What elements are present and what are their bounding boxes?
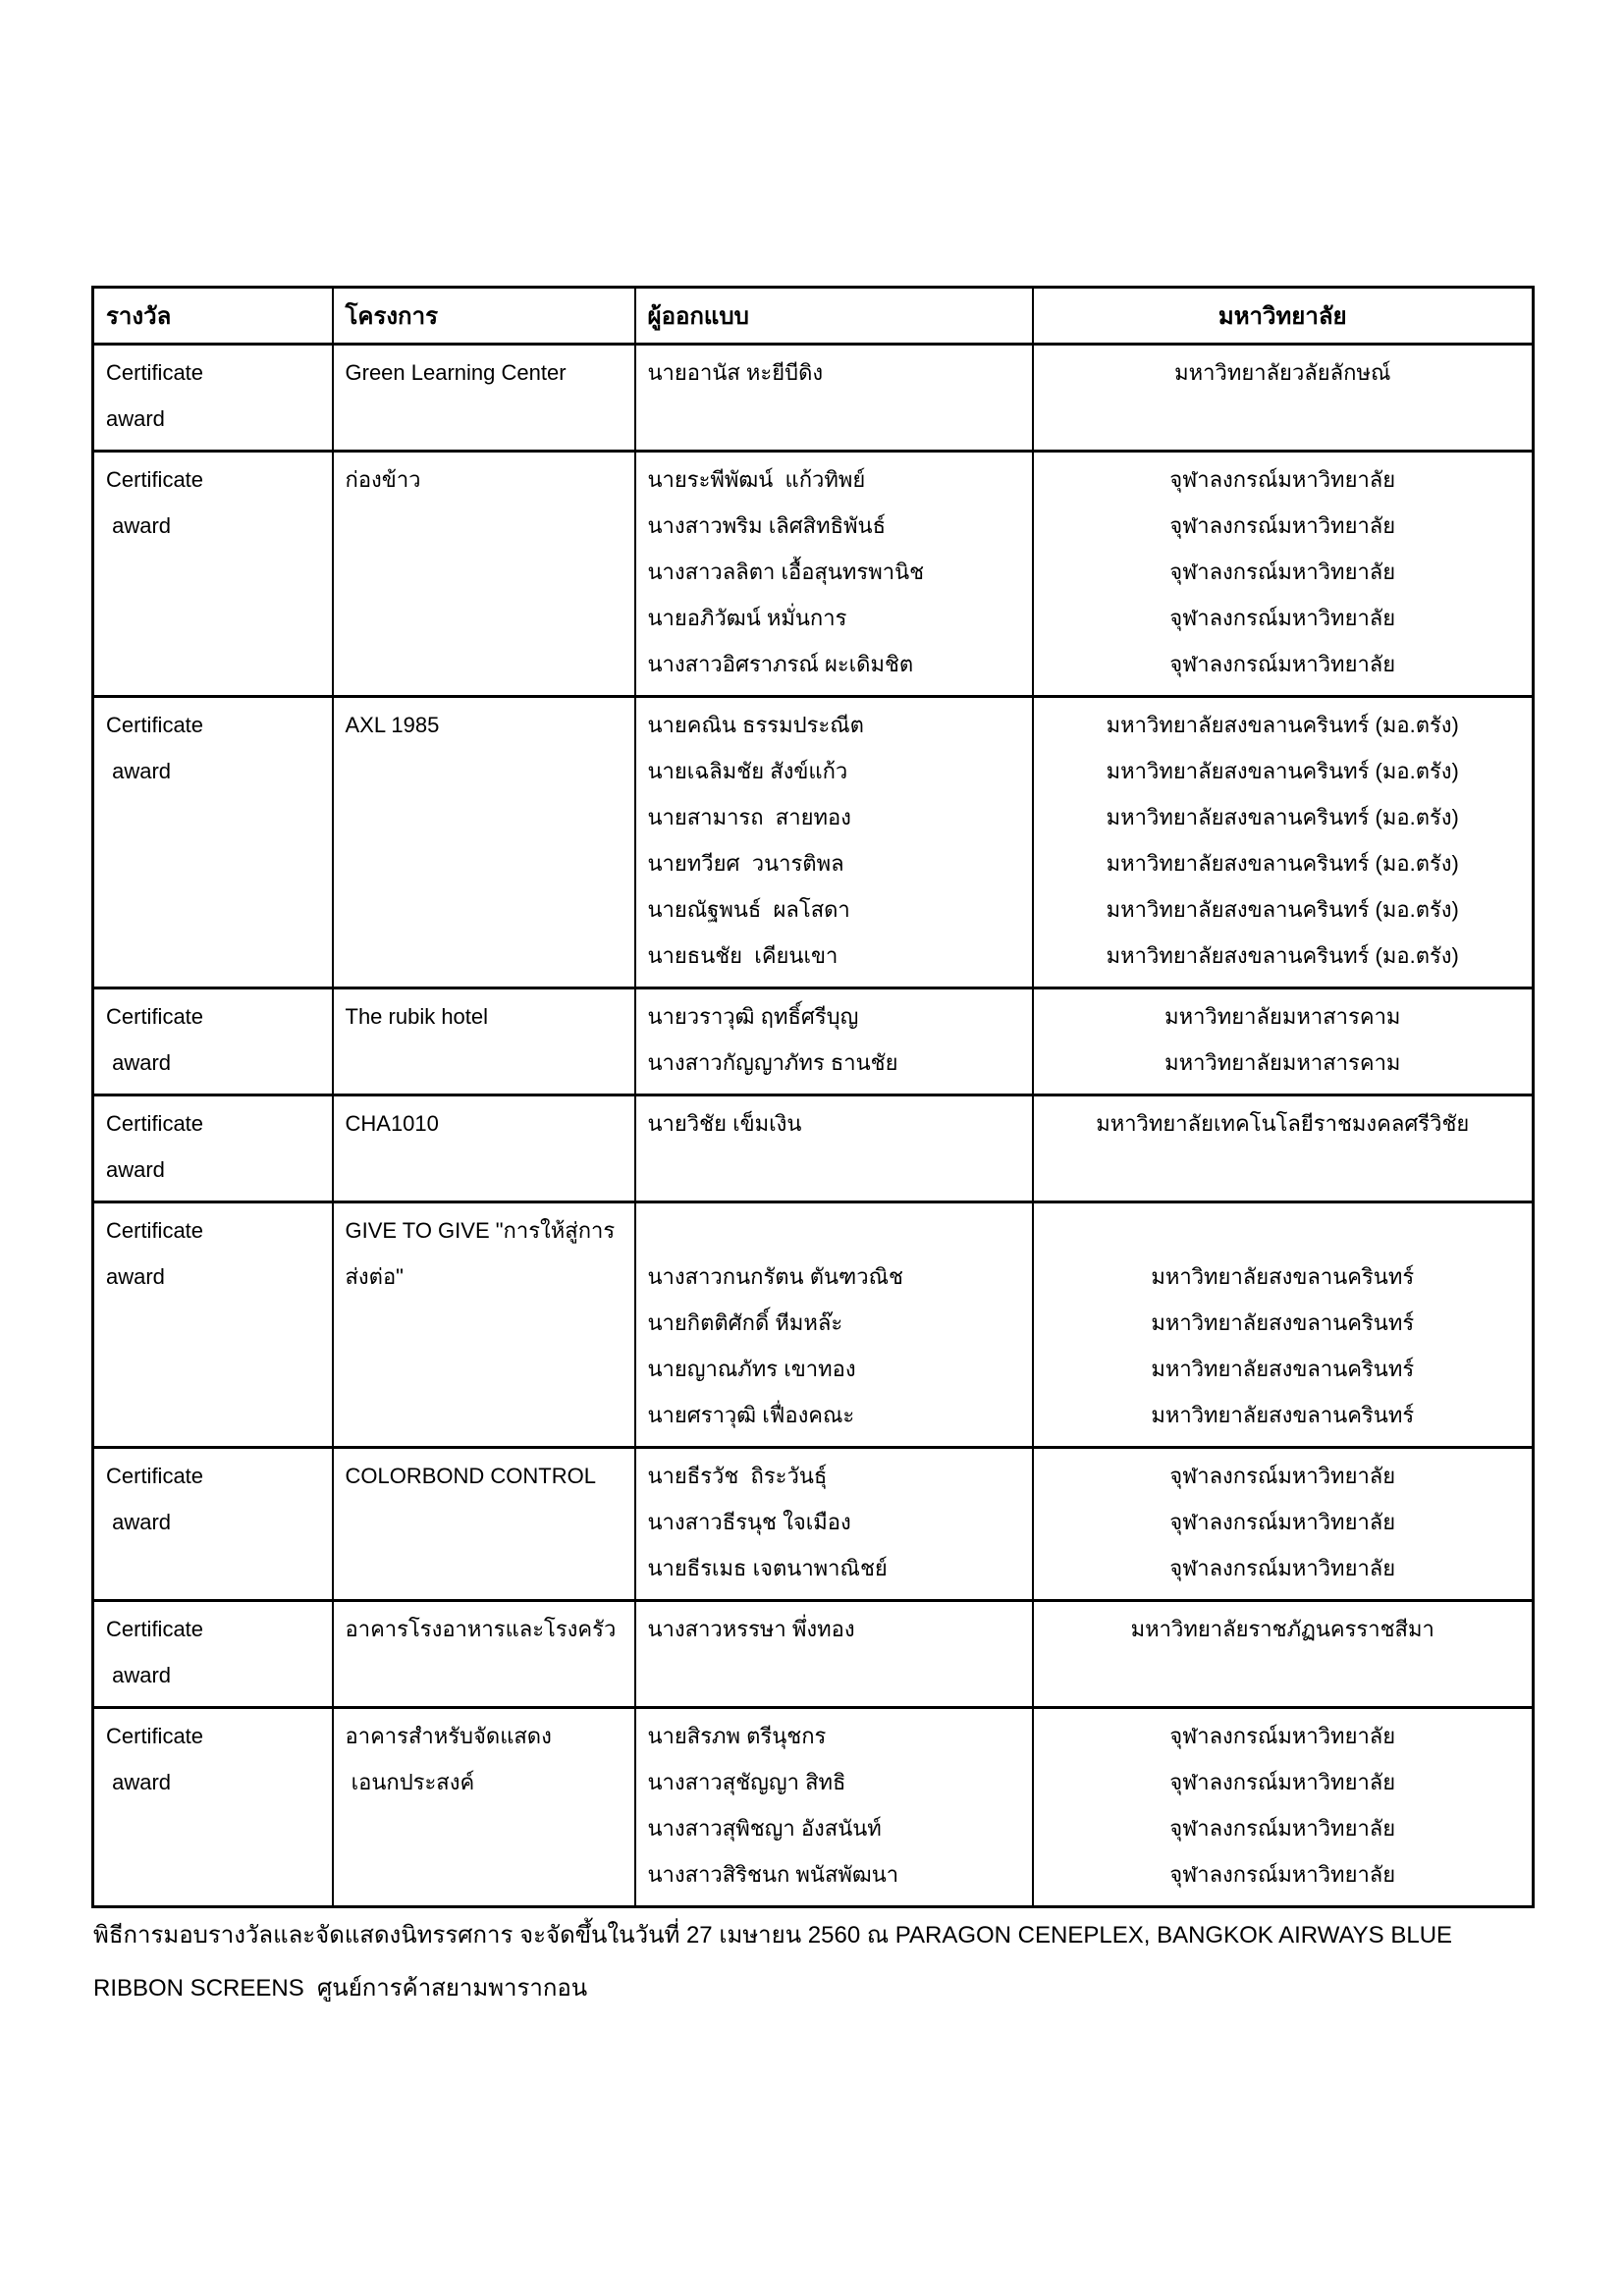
university-cell-line: จุฬาลงกรณ์มหาวิทยาลัย: [1169, 1724, 1396, 1748]
award-cell-line: award: [106, 1663, 172, 1687]
designer-cell-line: นายญาณภัทร เขาทอง: [647, 1357, 856, 1381]
designer-cell: [635, 1601, 1033, 1708]
project-cell-line: [346, 1499, 622, 1545]
designer-cell: [635, 1708, 1033, 1907]
designer-cell-line: นายระพีพัฒน์ แก้วทิพย์: [647, 467, 866, 492]
project-cell-line: [346, 1652, 622, 1698]
award-cell-line: Certificate: [106, 1004, 204, 1029]
award-cell-line: [106, 886, 320, 933]
project-cell: [333, 1601, 635, 1708]
university-cell-line: จุฬาลงกรณ์มหาวิทยาลัย: [1169, 560, 1396, 584]
award-cell: [93, 1601, 333, 1708]
awards-table: [91, 286, 1535, 1908]
university-cell-line: มหาวิทยาลัยสงขลานครินทร์: [1151, 1264, 1415, 1289]
project-cell-line: [346, 1346, 622, 1392]
award-cell-line: [106, 1346, 320, 1392]
award-cell-line: award: [106, 1050, 172, 1075]
footer-line: RIBBON SCREENS ศูนย์การค้าสยามพารากอน: [93, 1975, 588, 2002]
project-cell: [333, 1708, 635, 1907]
designer-cell-line: นายทวียศ วนารติพล: [647, 851, 844, 876]
project-cell: [333, 697, 635, 988]
university-cell-line: มหาวิทยาลัยสงขลานครินทร์ (มอ.ตรัง): [1106, 943, 1459, 968]
award-cell-line: [106, 1851, 320, 1897]
designer-cell: [635, 1448, 1033, 1601]
university-cell: [1033, 988, 1534, 1095]
university-cell-line: มหาวิทยาลัยสงขลานครินทร์: [1151, 1310, 1415, 1335]
designer-cell-line: นายศราวุฒิ เฟื่องคณะ: [647, 1403, 855, 1427]
university-cell: [1033, 1095, 1534, 1202]
footer-note: [93, 1909, 1566, 2015]
project-cell-line: [346, 886, 622, 933]
university-cell-line: จุฬาลงกรณ์มหาวิทยาลัย: [1169, 1556, 1396, 1580]
university-cell-line: จุฬาลงกรณ์มหาวิทยาลัย: [1169, 1464, 1396, 1488]
award-cell: [93, 345, 333, 452]
award-cell-line: [106, 933, 320, 979]
university-cell-line: จุฬาลงกรณ์มหาวิทยาลัย: [1169, 1862, 1396, 1887]
award-cell-line: [106, 794, 320, 840]
university-cell: [1033, 1601, 1534, 1708]
award-cell-line: award: [106, 1264, 165, 1289]
award-cell-line: Certificate: [106, 467, 204, 492]
award-cell-line: Certificate: [106, 360, 204, 385]
project-cell-line: [346, 549, 622, 595]
award-cell-line: award: [106, 1510, 172, 1534]
project-cell-line: [346, 1147, 622, 1193]
project-cell-line: เอนกประสงค์: [345, 1770, 475, 1794]
table-row: [93, 1708, 1534, 1907]
designer-cell-line: [648, 1207, 1020, 1254]
university-cell-line: มหาวิทยาลัยมหาสารคาม: [1164, 1004, 1401, 1029]
project-cell: [333, 345, 635, 452]
designer-cell-line: นายกิตติศักดิ์ หีมหล๊ะ: [647, 1310, 843, 1335]
designer-cell-line: นางสาวสุพิชญา อังสนันท์: [647, 1816, 882, 1841]
award-cell-line: Certificate: [106, 1111, 204, 1136]
designer-cell-line: นางสาวลลิตา เอื้อสุนทรพานิช: [647, 560, 925, 584]
award-cell-line: Certificate: [106, 713, 204, 737]
award-cell-line: [106, 840, 320, 886]
designer-cell-line: นายสิรภพ ตรีนุชกร: [647, 1724, 827, 1748]
column-header-designer: ผู้ออกแบบ: [635, 288, 1033, 345]
designer-cell: [635, 1202, 1033, 1448]
project-cell-line: COLORBOND CONTROL: [345, 1464, 596, 1488]
award-cell: [93, 1448, 333, 1601]
award-cell-line: [106, 549, 320, 595]
header-row: [93, 288, 1534, 345]
award-cell: [93, 1708, 333, 1907]
project-cell-line: [346, 794, 622, 840]
project-cell-line: [346, 933, 622, 979]
university-cell: [1033, 1448, 1534, 1601]
designer-cell-line: นายวราวุฒิ ฤทธิ์ศรีบุญ: [647, 1004, 859, 1029]
award-cell-line: [106, 1392, 320, 1438]
project-cell-line: GIVE TO GIVE "การให้สู่การ: [345, 1218, 616, 1243]
designer-cell-line: นายธีรเมธ เจตนาพาณิชย์: [647, 1556, 888, 1580]
university-cell-line: มหาวิทยาลัยสงขลานครินทร์: [1151, 1357, 1415, 1381]
award-cell-line: [106, 1300, 320, 1346]
table-row: [93, 1601, 1534, 1708]
project-cell-line: [346, 1805, 622, 1851]
university-cell-line: จุฬาลงกรณ์มหาวิทยาลัย: [1169, 606, 1396, 630]
designer-cell-line: นายวิชัย เข็มเงิน: [647, 1111, 802, 1136]
project-cell-line: [346, 641, 622, 687]
award-cell-line: award: [106, 759, 172, 783]
project-cell-line: Green Learning Center: [345, 360, 567, 385]
project-cell: [333, 452, 635, 697]
designer-cell-line: นางสาวกนกรัตน ตันฑวณิช: [647, 1264, 903, 1289]
project-cell-line: [346, 1040, 622, 1086]
project-cell-line: ก่องข้าว: [345, 467, 421, 492]
university-cell-line: มหาวิทยาลัยสงขลานครินทร์ (มอ.ตรัง): [1106, 713, 1459, 737]
project-cell-line: ส่งต่อ": [345, 1264, 404, 1289]
award-cell-line: [106, 595, 320, 641]
project-cell-line: [346, 503, 622, 549]
university-cell-line: มหาวิทยาลัยเทคโนโลยีราชมงคลศรีวิชัย: [1096, 1111, 1470, 1136]
university-cell-line: มหาวิทยาลัยสงขลานครินทร์: [1151, 1403, 1415, 1427]
university-cell-line: จุฬาลงกรณ์มหาวิทยาลัย: [1169, 1510, 1396, 1534]
project-cell: [333, 1202, 635, 1448]
column-header-project: โครงการ: [333, 288, 635, 345]
designer-cell-line: นางสาวกัญญาภัทร ธานชัย: [647, 1050, 898, 1075]
project-cell-line: [346, 595, 622, 641]
designer-cell-line: นายอภิวัฒน์ หมั่นการ: [647, 606, 847, 630]
designer-cell: [635, 345, 1033, 452]
university-cell: [1033, 345, 1534, 452]
designer-cell: [635, 452, 1033, 697]
designer-cell-line: นายคณิน ธรรมประณีต: [647, 713, 864, 737]
project-cell-line: [346, 840, 622, 886]
university-cell-line: มหาวิทยาลัยมหาสารคาม: [1164, 1050, 1401, 1075]
university-cell-line: จุฬาลงกรณ์มหาวิทยาลัย: [1169, 467, 1396, 492]
award-cell-line: award: [106, 513, 172, 538]
table-row: [93, 1448, 1534, 1601]
university-cell-line: มหาวิทยาลัยสงขลานครินทร์ (มอ.ตรัง): [1106, 759, 1459, 783]
university-cell: [1033, 1708, 1534, 1907]
designer-cell-line: [648, 1147, 1020, 1193]
designer-cell-line: นายสามารถ สายทอง: [647, 805, 851, 829]
designer-cell-line: นางสาวพริม เลิศสิทธิพันธ์: [647, 513, 886, 538]
university-cell: [1033, 697, 1534, 988]
awards-table-header: [93, 288, 1534, 345]
designer-cell-line: นายธีรวัช ถิระวันธุ์: [647, 1464, 828, 1488]
university-cell-line: จุฬาลงกรณ์มหาวิทยาลัย: [1169, 1816, 1396, 1841]
award-cell-line: Certificate: [106, 1464, 204, 1488]
project-cell-line: [346, 748, 622, 794]
award-cell-line: Certificate: [106, 1617, 204, 1641]
university-cell-line: [1046, 1652, 1521, 1698]
table-row: [93, 988, 1534, 1095]
project-cell-line: อาคารโรงอาหารและโรงครัว: [345, 1617, 617, 1641]
designer-cell-line: นายเฉลิมชัย สังข์แก้ว: [647, 759, 848, 783]
award-cell-line: [106, 1805, 320, 1851]
awards-table-body: [93, 345, 1534, 1907]
project-cell-line: [346, 1545, 622, 1591]
column-header-award: รางวัล: [93, 288, 333, 345]
designer-cell: [635, 1095, 1033, 1202]
designer-cell-line: นางสาวอิศราภรณ์ ผะเดิมชิต: [647, 652, 914, 676]
award-cell: [93, 988, 333, 1095]
award-cell: [93, 1202, 333, 1448]
university-cell-line: มหาวิทยาลัยสงขลานครินทร์ (มอ.ตรัง): [1106, 897, 1459, 922]
table-row: [93, 697, 1534, 988]
project-cell: [333, 1448, 635, 1601]
award-cell-line: [106, 641, 320, 687]
award-cell-line: award: [106, 1770, 172, 1794]
university-cell-line: [1046, 1147, 1521, 1193]
table-row: [93, 1202, 1534, 1448]
university-cell-line: [1046, 396, 1521, 442]
designer-cell-line: นายณัฐพนธ์ ผลโสดา: [647, 897, 850, 922]
university-cell-line: มหาวิทยาลัยราชภัฏนครราชสีมา: [1130, 1617, 1434, 1641]
university-cell-line: มหาวิทยาลัยสงขลานครินทร์ (มอ.ตรัง): [1106, 851, 1459, 876]
column-header-university: มหาวิทยาลัย: [1033, 288, 1534, 345]
award-cell: [93, 452, 333, 697]
designer-cell-line: นายอานัส หะยีบีดิง: [647, 360, 824, 385]
designer-cell-line: นางสาวธีรนุช ใจเมือง: [647, 1510, 851, 1534]
university-cell-line: มหาวิทยาลัยสงขลานครินทร์ (มอ.ตรัง): [1106, 805, 1459, 829]
project-cell-line: AXL 1985: [345, 713, 440, 737]
project-cell-line: CHA1010: [345, 1111, 439, 1136]
award-cell-line: [106, 1545, 320, 1591]
table-row: [93, 452, 1534, 697]
university-cell: [1033, 452, 1534, 697]
table-row: [93, 345, 1534, 452]
university-cell-line: จุฬาลงกรณ์มหาวิทยาลัย: [1169, 513, 1396, 538]
designer-cell: [635, 988, 1033, 1095]
project-cell-line: [346, 1392, 622, 1438]
designer-cell-line: นางสาวสุชัญญา สิทธิ: [647, 1770, 846, 1794]
university-cell: [1033, 1202, 1534, 1448]
designer-cell: [635, 697, 1033, 988]
award-cell-line: Certificate: [106, 1218, 204, 1243]
university-cell-line: มหาวิทยาลัยวลัยลักษณ์: [1174, 360, 1391, 385]
footer-line: พิธีการมอบรางวัลและจัดแสดงนิทรรศการ จะจัดขึ้นในวันที่ 27 เมษายน 2560 ณ PARAGON CENEPLEX, BANGKOK AIRWAYS BLUE: [93, 1922, 1453, 1949]
designer-cell-line: นางสาวหรรษา พึ่งทอง: [647, 1617, 855, 1641]
project-cell: [333, 988, 635, 1095]
designer-cell-line: นายธนชัย เคียนเขา: [647, 943, 839, 968]
project-cell-line: [346, 1300, 622, 1346]
award-cell-line: award: [106, 1157, 165, 1182]
project-cell-line: [346, 396, 622, 442]
project-cell-line: [346, 1851, 622, 1897]
award-cell: [93, 1095, 333, 1202]
designer-cell-line: นางสาวสิริชนก พนัสพัฒนา: [647, 1862, 899, 1887]
award-cell: [93, 697, 333, 988]
table-row: [93, 1095, 1534, 1202]
university-cell-line: จุฬาลงกรณ์มหาวิทยาลัย: [1169, 652, 1396, 676]
designer-cell-line: [648, 396, 1020, 442]
award-cell-line: award: [106, 406, 165, 431]
university-cell-line: [1046, 1207, 1521, 1254]
project-cell-line: อาคารสำหรับจัดแสดง: [345, 1724, 552, 1748]
designer-cell-line: [648, 1652, 1020, 1698]
project-cell-line: The rubik hotel: [345, 1004, 489, 1029]
project-cell: [333, 1095, 635, 1202]
award-cell-line: Certificate: [106, 1724, 204, 1748]
university-cell-line: จุฬาลงกรณ์มหาวิทยาลัย: [1169, 1770, 1396, 1794]
